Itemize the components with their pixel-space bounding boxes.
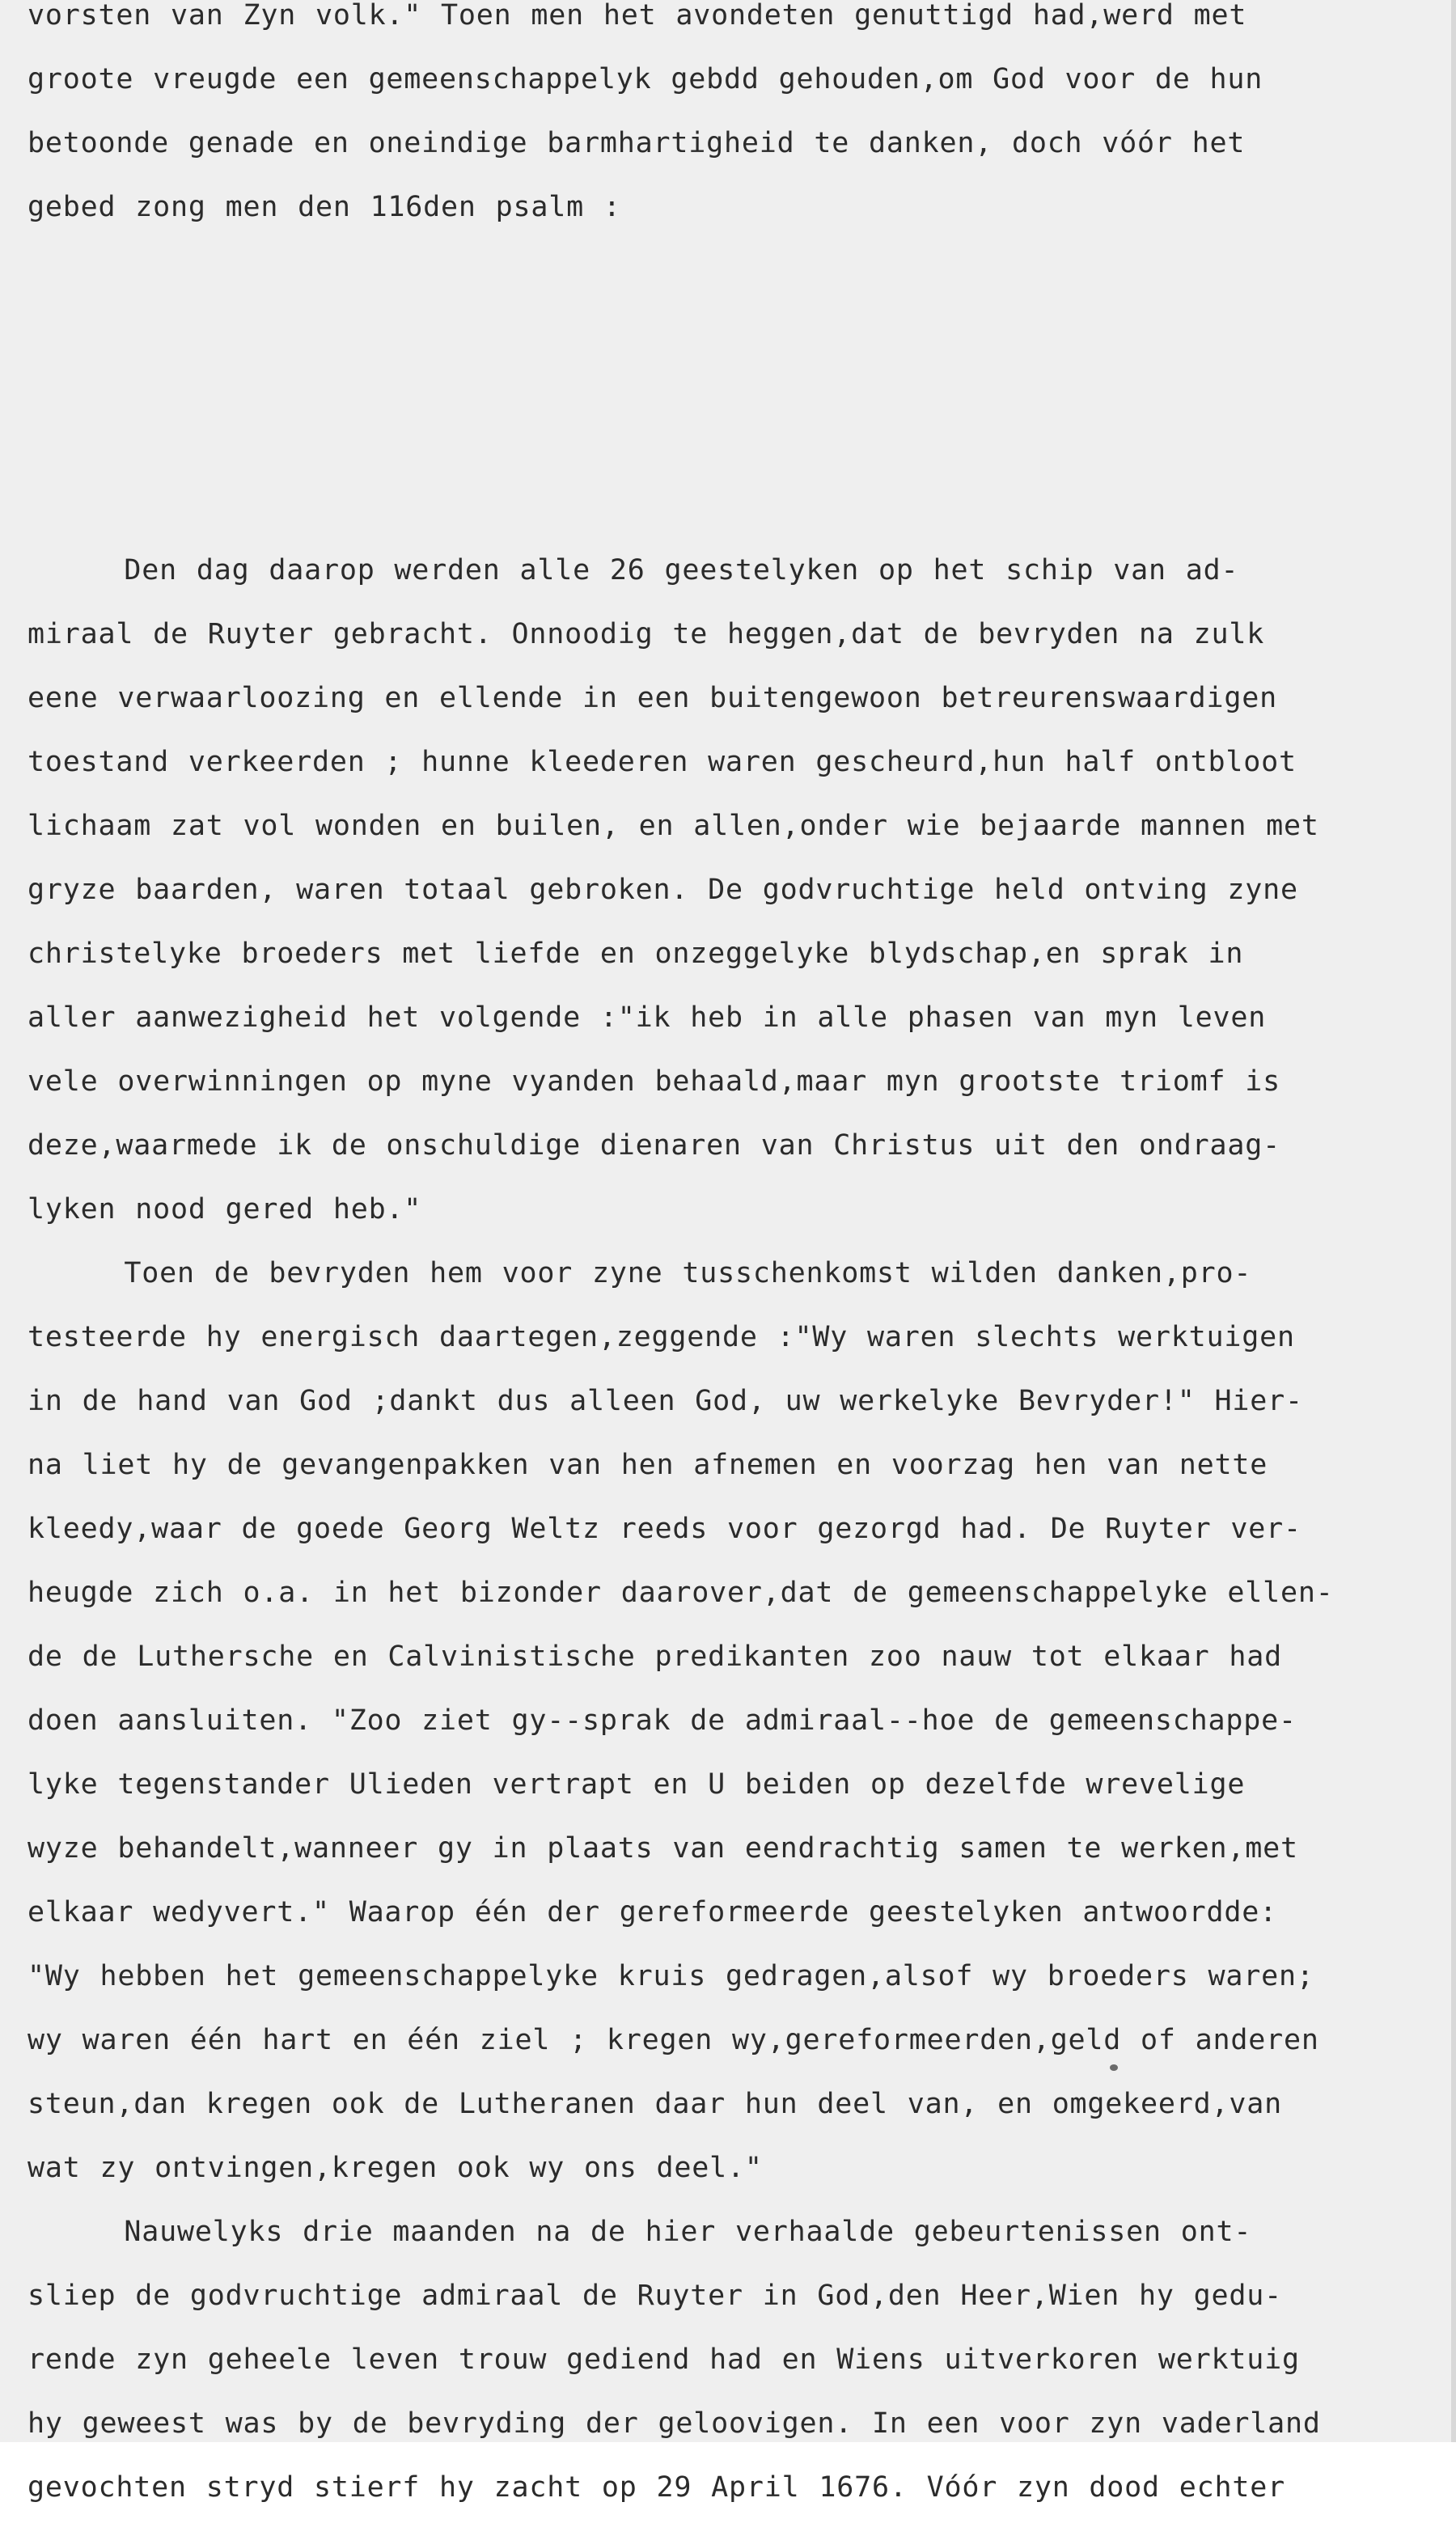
text-line: vele overwinningen op myne vyanden behaald,maar myn grootste triomf is (28, 1065, 1281, 1098)
page-edge (1451, 0, 1456, 2442)
text-line: rende zyn geheele leven trouw gediend had en Wiens uitverkoren werktuig (28, 2343, 1300, 2376)
text-line: Den dag daarop werden alle 26 geestelyken op het schip van ad- (28, 554, 1239, 586)
text-line: steun,dan kregen ook de Lutheranen daar hun deel van, en omgekeerd,van (28, 2088, 1283, 2120)
text-line: Toen de bevryden hem voor zyne tusschenkomst wilden danken,pro- (28, 1257, 1252, 1289)
text-line: in de hand van God ;dankt dus alleen God, uw werkelyke Bevryder!" Hier- (28, 1385, 1303, 1417)
paper-speck (1110, 2064, 1118, 2071)
text-line: lyke tegenstander Ulieden vertrapt en U beiden op dezelfde wrevelige (28, 1768, 1246, 1801)
text-line: "Wy hebben het gemeenschappelyke kruis gedragen,alsof wy broeders waren; (28, 1960, 1314, 1992)
text-line: gevochten stryd stierf hy zacht op 29 April 1676. Vóór zyn dood echter (28, 2471, 1286, 2504)
text-line: sliep de godvruchtige admiraal de Ruyter in God,den Heer,Wien hy gedu- (28, 2280, 1283, 2312)
text-line: lichaam zat vol wonden en builen, en allen,onder wie bejaarde mannen met (28, 810, 1319, 842)
text-line: aller aanwezigheid het volgende :"ik heb in alle phasen van myn leven (28, 1001, 1267, 1034)
text-line: gebed zong men den 116den psalm : (28, 191, 621, 223)
text-line: wyze behandelt,wanneer gy in plaats van eendrachtig samen te werken,met (28, 1832, 1298, 1865)
text-line: lyken nood gered heb." (28, 1193, 422, 1226)
text-line: groote vreugde een gemeenschappelyk gebdd gehouden,om God voor de hun (28, 63, 1263, 95)
text-line: deze,waarmede ik de onschuldige dienaren van Christus uit den ondraag- (28, 1129, 1281, 1162)
text-line: de de Luthersche en Calvinistische predikanten zoo nauw tot elkaar had (28, 1641, 1283, 1673)
text-line: elkaar wedyvert." Waarop één der gereformeerde geestelyken antwoordde: (28, 1896, 1278, 1928)
text-line: hy geweest was by de bevryding der geloovigen. In een voor zyn vaderland (28, 2407, 1321, 2440)
text-line: doen aansluiten. "Zoo ziet gy--sprak de admiraal--hoe de gemeenschappe- (28, 1704, 1297, 1737)
blank-space (28, 239, 1416, 539)
text-line: wy waren één hart en één ziel ; kregen wy,gereformeerden,geld of anderen (28, 2024, 1319, 2056)
text-block-top (28, 0, 1416, 239)
text-line: gryze baarden, waren totaal gebroken. De godvruchtige held ontving zyne (28, 874, 1298, 906)
text-block-main (28, 539, 1416, 2520)
text-line: toestand verkeerden ; hunne kleederen waren gescheurd,hun half ontbloot (28, 746, 1297, 778)
text-line: christelyke broeders met liefde en onzeggelyke blydschap,en sprak in (28, 938, 1244, 970)
text-line: Nauwelyks drie maanden na de hier verhaalde gebeurtenissen ont- (28, 2216, 1252, 2248)
text-line: testeerde hy energisch daartegen,zeggende :"Wy waren slechts werktuigen (28, 1321, 1295, 1353)
text-line: eene verwaarloozing en ellende in een buitengewoon betreurenswaardigen (28, 682, 1278, 714)
text-line: kleedy,waar de goede Georg Weltz reeds voor gezorgd had. De Ruyter ver- (28, 1513, 1302, 1545)
text-line: na liet hy de gevangenpakken van hen afnemen en voorzag hen van nette (28, 1449, 1268, 1481)
text-line: wat zy ontvingen,kregen ook wy ons deel." (28, 2152, 763, 2184)
text-line: miraal de Ruyter gebracht. Onnoodig te heggen,dat de bevryden na zulk (28, 618, 1265, 650)
text-line: betoonde genade en oneindige barmhartigheid te danken, doch vóór het (28, 127, 1246, 159)
text-line: heugde zich o.a. in het bizonder daarover,dat de gemeenschappelyke ellen- (28, 1577, 1334, 1609)
text-line: vorsten van Zyn volk." Toen men het avondeten genuttigd had,werd met (28, 0, 1247, 32)
